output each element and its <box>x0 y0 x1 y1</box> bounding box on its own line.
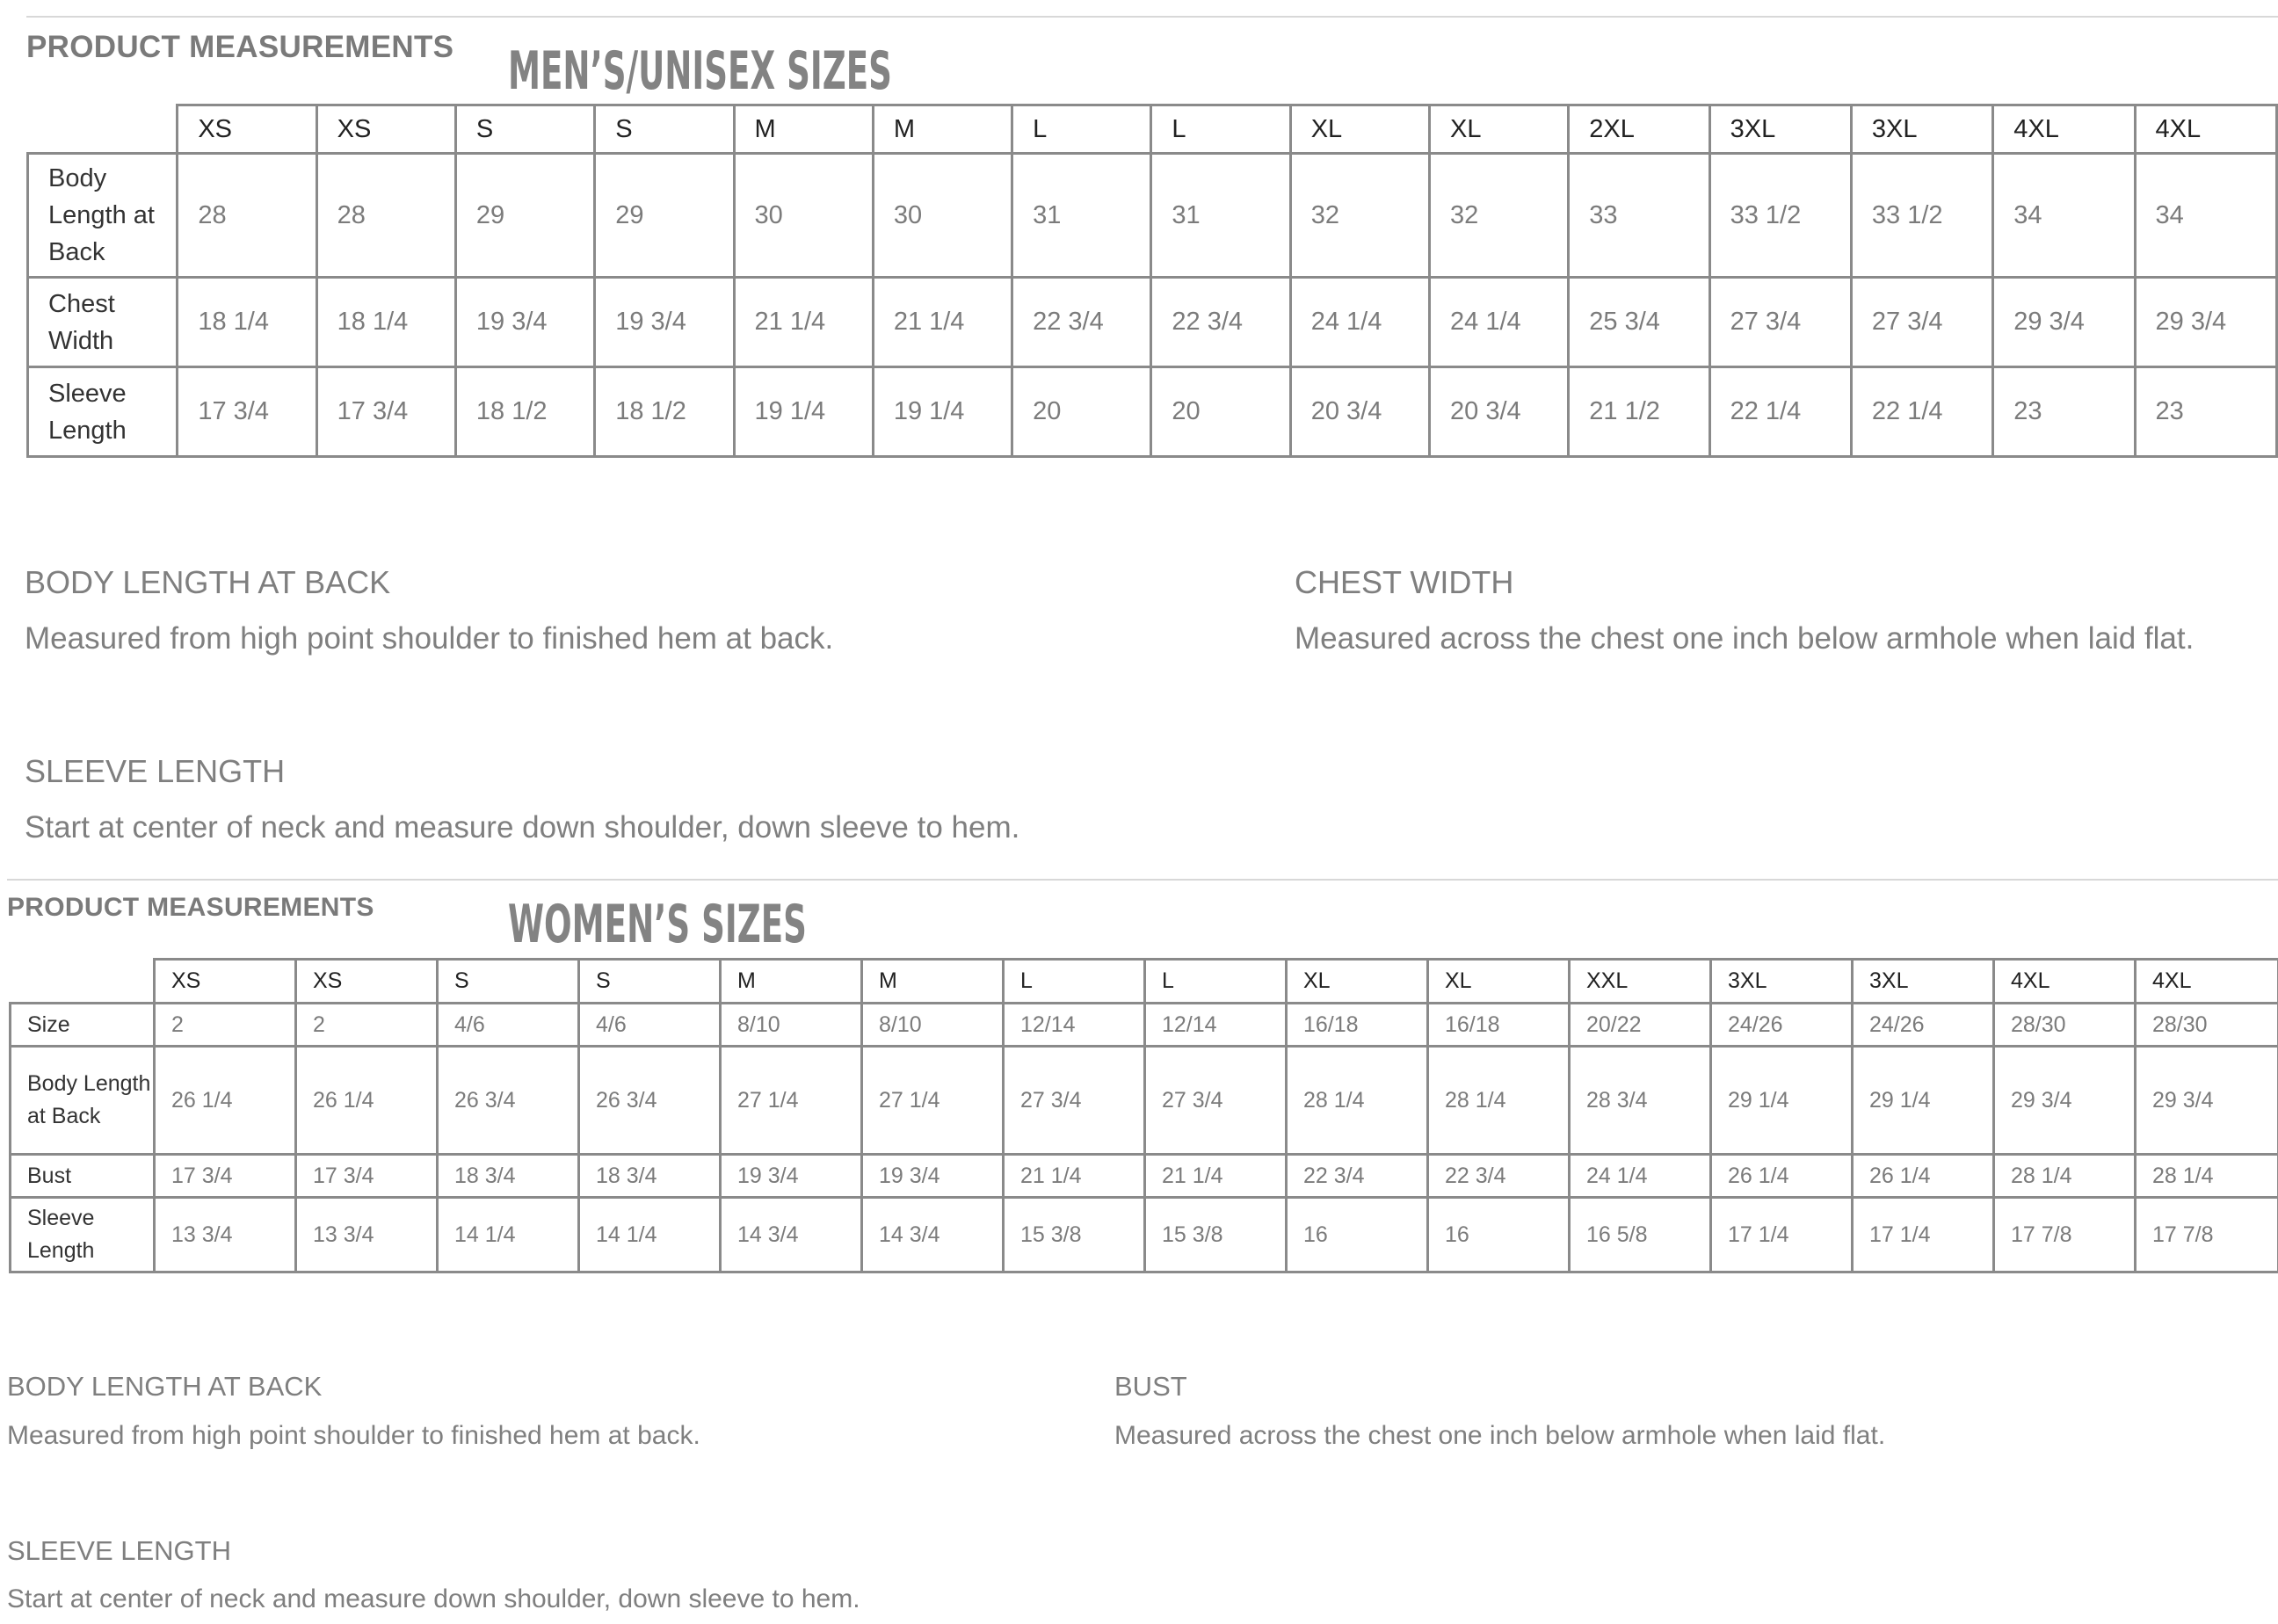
table-cell: 17 3/4 <box>296 1155 438 1198</box>
size-header: 4XL <box>1993 105 2135 154</box>
table-cell: 18 1/2 <box>595 367 734 457</box>
row-label: Chest Width <box>28 278 178 367</box>
table-cell: 31 <box>1151 154 1290 278</box>
table-cell: 27 3/4 <box>1851 278 1992 367</box>
table-cell: 22 3/4 <box>1151 278 1290 367</box>
size-header: 4XL <box>2136 960 2278 1004</box>
table-cell: 22 3/4 <box>1428 1155 1570 1198</box>
table-cell: 16 <box>1287 1198 1428 1272</box>
table-cell: 17 3/4 <box>178 367 316 457</box>
table-cell: 25 3/4 <box>1569 278 1709 367</box>
table-cell: 27 3/4 <box>1709 278 1851 367</box>
size-header: 3XL <box>1853 960 1994 1004</box>
table-cell: 23 <box>2135 367 2276 457</box>
table-cell: 34 <box>2135 154 2276 278</box>
table-cell: 15 3/8 <box>1145 1198 1287 1272</box>
table-cell: 24/26 <box>1711 1004 1853 1047</box>
table-cell: 19 3/4 <box>455 278 594 367</box>
size-header: M <box>734 105 873 154</box>
table-cell: 17 1/4 <box>1853 1198 1994 1272</box>
table-cell: 2 <box>155 1004 296 1047</box>
size-header: XS <box>296 960 438 1004</box>
size-header: XL <box>1290 105 1429 154</box>
row-label: Body Length at Back <box>28 154 178 278</box>
size-header: XXL <box>1570 960 1711 1004</box>
table-cell: 16 5/8 <box>1570 1198 1711 1272</box>
table-cell: 22 1/4 <box>1709 367 1851 457</box>
table-cell: 18 1/2 <box>455 367 594 457</box>
size-header: XS <box>178 105 316 154</box>
table-cell: 18 1/4 <box>316 278 455 367</box>
table-row-body-length <box>28 154 2277 278</box>
mens-definition-heading: SLEEVE LENGTH <box>25 753 286 789</box>
table-corner <box>11 960 155 1004</box>
table-cell: 28 1/4 <box>1287 1047 1428 1155</box>
table-cell: 29 1/4 <box>1711 1047 1853 1155</box>
table-cell: 33 1/2 <box>1709 154 1851 278</box>
table-cell: 18 3/4 <box>438 1155 579 1198</box>
table-cell: 29 <box>455 154 594 278</box>
table-cell: 27 1/4 <box>862 1047 1004 1155</box>
size-header: 2XL <box>1569 105 1709 154</box>
table-cell: 14 3/4 <box>721 1198 862 1272</box>
size-header: 4XL <box>2135 105 2276 154</box>
table-cell: 21 1/4 <box>1004 1155 1145 1198</box>
size-header: 3XL <box>1709 105 1851 154</box>
table-cell: 20 3/4 <box>1430 367 1569 457</box>
table-cell: 21 1/2 <box>1569 367 1709 457</box>
table-cell: 28 1/4 <box>1428 1047 1570 1155</box>
table-cell: 24 1/4 <box>1290 278 1429 367</box>
table-row-chest-width <box>28 278 2277 367</box>
size-header: 3XL <box>1711 960 1853 1004</box>
table-corner <box>28 105 178 154</box>
table-cell: 28/30 <box>2136 1004 2278 1047</box>
womens-section-label: PRODUCT MEASUREMENTS <box>7 893 374 922</box>
mens-section-label: PRODUCT MEASUREMENTS <box>26 30 454 64</box>
table-cell: 33 <box>1569 154 1709 278</box>
table-cell: 33 1/2 <box>1851 154 1992 278</box>
table-cell: 16/18 <box>1428 1004 1570 1047</box>
table-row-sleeve-length <box>28 367 2277 457</box>
size-header: XS <box>155 960 296 1004</box>
table-cell: 24 1/4 <box>1430 278 1569 367</box>
womens-sizes-title: WOMEN’S SIZES <box>508 894 807 955</box>
womens-size-table <box>9 958 2278 1273</box>
table-row-body-length <box>11 1047 2278 1155</box>
mens-size-table <box>26 104 2278 458</box>
row-label: Bust <box>11 1155 155 1198</box>
table-cell: 18 3/4 <box>579 1155 721 1198</box>
section-divider <box>7 879 2278 881</box>
table-cell: 4/6 <box>438 1004 579 1047</box>
womens-definition-text: Measured across the chest one inch below armhole when laid flat. <box>1114 1421 1886 1450</box>
table-cell: 29 <box>595 154 734 278</box>
womens-size-header-row <box>11 960 2278 1004</box>
size-header: S <box>595 105 734 154</box>
table-cell: 29 3/4 <box>1993 278 2135 367</box>
table-cell: 4/6 <box>579 1004 721 1047</box>
size-header: 3XL <box>1851 105 1992 154</box>
mens-definition-text: Measured from high point shoulder to finished hem at back. <box>25 621 834 656</box>
size-header: L <box>1012 105 1151 154</box>
table-cell: 14 1/4 <box>579 1198 721 1272</box>
table-cell: 30 <box>734 154 873 278</box>
table-cell: 28 <box>316 154 455 278</box>
row-label: Size <box>11 1004 155 1047</box>
table-row-sleeve-length <box>11 1198 2278 1272</box>
womens-definition-text: Measured from high point shoulder to finished hem at back. <box>7 1421 700 1450</box>
size-header: S <box>455 105 594 154</box>
table-cell: 28 1/4 <box>1994 1155 2136 1198</box>
table-cell: 22 3/4 <box>1012 278 1151 367</box>
table-cell: 21 1/4 <box>1145 1155 1287 1198</box>
size-header: XS <box>316 105 455 154</box>
row-label: Sleeve Length <box>11 1198 155 1272</box>
table-cell: 12/14 <box>1004 1004 1145 1047</box>
table-cell: 13 3/4 <box>155 1198 296 1272</box>
table-cell: 26 1/4 <box>296 1047 438 1155</box>
table-cell: 23 <box>1993 367 2135 457</box>
table-cell: 20 3/4 <box>1290 367 1429 457</box>
table-cell: 20 <box>1012 367 1151 457</box>
table-cell: 27 3/4 <box>1145 1047 1287 1155</box>
table-cell: 19 1/4 <box>734 367 873 457</box>
table-cell: 30 <box>873 154 1012 278</box>
mens-definition-text: Start at center of neck and measure down shoulder, down sleeve to hem. <box>25 810 1020 845</box>
table-cell: 21 1/4 <box>873 278 1012 367</box>
table-cell: 15 3/8 <box>1004 1198 1145 1272</box>
table-cell: 17 1/4 <box>1711 1198 1853 1272</box>
womens-definition-text: Start at center of neck and measure down shoulder, down sleeve to hem. <box>7 1584 860 1613</box>
table-cell: 26 1/4 <box>155 1047 296 1155</box>
size-header: S <box>579 960 721 1004</box>
table-cell: 8/10 <box>862 1004 1004 1047</box>
table-cell: 17 7/8 <box>1994 1198 2136 1272</box>
mens-sizes-title: MEN’S/UNISEX SIZES <box>508 40 892 102</box>
table-cell: 22 3/4 <box>1287 1155 1428 1198</box>
table-cell: 29 3/4 <box>2136 1047 2278 1155</box>
mens-size-header-row <box>28 105 2277 154</box>
table-row-size <box>11 1004 2278 1047</box>
table-cell: 8/10 <box>721 1004 862 1047</box>
table-cell: 18 1/4 <box>178 278 316 367</box>
table-cell: 29 3/4 <box>1994 1047 2136 1155</box>
table-cell: 19 3/4 <box>721 1155 862 1198</box>
table-cell: 26 3/4 <box>579 1047 721 1155</box>
table-cell: 27 3/4 <box>1004 1047 1145 1155</box>
size-header: M <box>721 960 862 1004</box>
size-header: XL <box>1430 105 1569 154</box>
table-cell: 21 1/4 <box>734 278 873 367</box>
table-cell: 29 3/4 <box>2135 278 2276 367</box>
table-cell: 20/22 <box>1570 1004 1711 1047</box>
table-cell: 26 1/4 <box>1711 1155 1853 1198</box>
table-cell: 32 <box>1430 154 1569 278</box>
table-cell: 26 3/4 <box>438 1047 579 1155</box>
table-row-bust <box>11 1155 2278 1198</box>
size-header: XL <box>1287 960 1428 1004</box>
table-cell: 19 3/4 <box>862 1155 1004 1198</box>
table-cell: 14 3/4 <box>862 1198 1004 1272</box>
size-header: M <box>873 105 1012 154</box>
womens-definition-heading: SLEEVE LENGTH <box>7 1535 231 1566</box>
table-cell: 14 1/4 <box>438 1198 579 1272</box>
size-header: XL <box>1428 960 1570 1004</box>
table-cell: 26 1/4 <box>1853 1155 1994 1198</box>
table-cell: 31 <box>1012 154 1151 278</box>
table-cell: 17 3/4 <box>155 1155 296 1198</box>
womens-definition-heading: BODY LENGTH AT BACK <box>7 1371 323 1402</box>
table-cell: 17 7/8 <box>2136 1198 2278 1272</box>
size-header: S <box>438 960 579 1004</box>
row-label: Body Length at Back <box>11 1047 155 1155</box>
table-cell: 13 3/4 <box>296 1198 438 1272</box>
size-header: L <box>1004 960 1145 1004</box>
table-cell: 20 <box>1151 367 1290 457</box>
table-cell: 32 <box>1290 154 1429 278</box>
table-cell: 27 1/4 <box>721 1047 862 1155</box>
table-cell: 34 <box>1993 154 2135 278</box>
table-cell: 12/14 <box>1145 1004 1287 1047</box>
size-header: L <box>1145 960 1287 1004</box>
table-cell: 29 1/4 <box>1853 1047 1994 1155</box>
mens-definition-text: Measured across the chest one inch below armhole when laid flat. <box>1295 621 2195 656</box>
size-header: 4XL <box>1994 960 2136 1004</box>
table-cell: 28/30 <box>1994 1004 2136 1047</box>
table-cell: 22 1/4 <box>1851 367 1992 457</box>
table-cell: 28 <box>178 154 316 278</box>
size-header: M <box>862 960 1004 1004</box>
womens-definition-heading: BUST <box>1114 1371 1187 1402</box>
table-cell: 19 3/4 <box>595 278 734 367</box>
table-cell: 24/26 <box>1853 1004 1994 1047</box>
mens-definition-heading: BODY LENGTH AT BACK <box>25 564 391 600</box>
size-header: L <box>1151 105 1290 154</box>
table-cell: 16/18 <box>1287 1004 1428 1047</box>
table-cell: 2 <box>296 1004 438 1047</box>
table-cell: 19 1/4 <box>873 367 1012 457</box>
table-cell: 28 3/4 <box>1570 1047 1711 1155</box>
table-cell: 17 3/4 <box>316 367 455 457</box>
top-divider <box>26 16 2278 18</box>
table-cell: 28 1/4 <box>2136 1155 2278 1198</box>
table-cell: 24 1/4 <box>1570 1155 1711 1198</box>
mens-definition-heading: CHEST WIDTH <box>1295 564 1514 600</box>
row-label: Sleeve Length <box>28 367 178 457</box>
table-cell: 16 <box>1428 1198 1570 1272</box>
